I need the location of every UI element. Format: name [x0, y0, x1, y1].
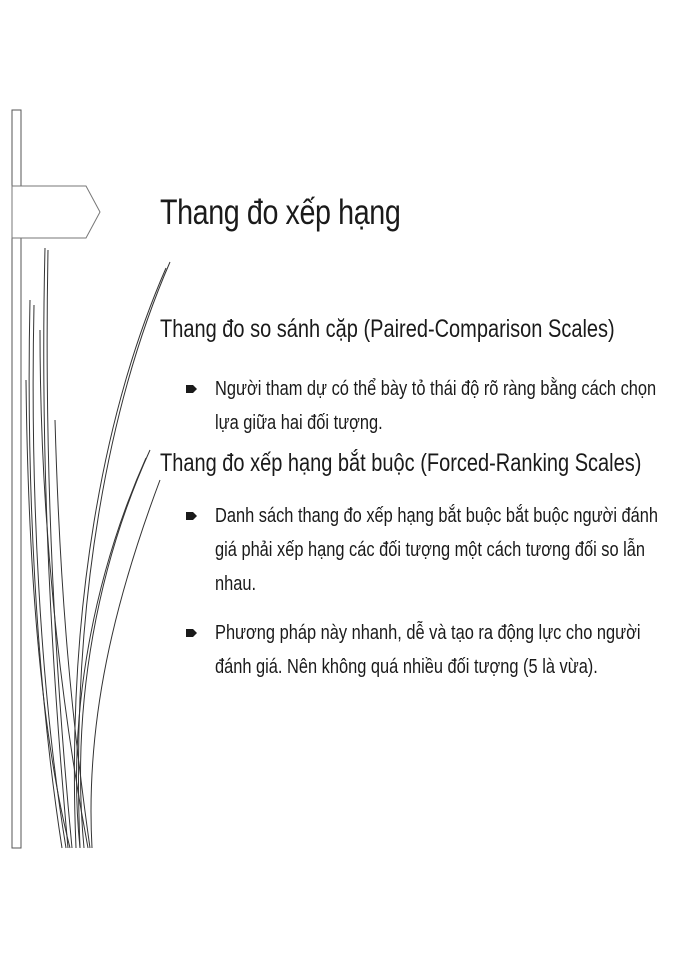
bullet-text: Danh sách thang đo xếp hạng bắt buộc bắt buộc người đánh giá phải xếp hạng các đối tượng một cách tương đối so lẫn nhau.: [215, 505, 659, 595]
list-item: [160, 372, 680, 440]
bullet-list-forced-ranking: [160, 499, 680, 684]
section-heading-forced-ranking: Thang đo xếp hạng bắt buộc (Forced-Ranking Scales): [160, 449, 642, 477]
bullet-text: Phương pháp này nhanh, dễ và tạo ra động lực cho người đánh giá. Nên không quá nhiều đối tượng (5 là vừa).: [215, 622, 641, 678]
left-frame-bar: [12, 110, 21, 848]
section-heading-paired-comparison: Thang đo so sánh cặp (Paired-Comparison Scales): [160, 315, 615, 343]
list-item: [160, 616, 680, 684]
title-arrow-banner: [12, 186, 100, 238]
list-item: [160, 499, 680, 601]
bullet-marker-icon: [186, 628, 198, 638]
bullet-marker-icon: [186, 384, 198, 394]
bullet-text: Người tham dự có thể bày tỏ thái độ rõ ràng bằng cách chọn lựa giữa hai đối tượng.: [215, 378, 657, 434]
grass-strokes: [26, 248, 170, 848]
slide-title: Thang đo xếp hạng: [160, 193, 401, 232]
slide-content: [160, 312, 680, 684]
bullet-list-paired-comparison: [160, 372, 680, 440]
bullet-marker-icon: [186, 511, 198, 521]
